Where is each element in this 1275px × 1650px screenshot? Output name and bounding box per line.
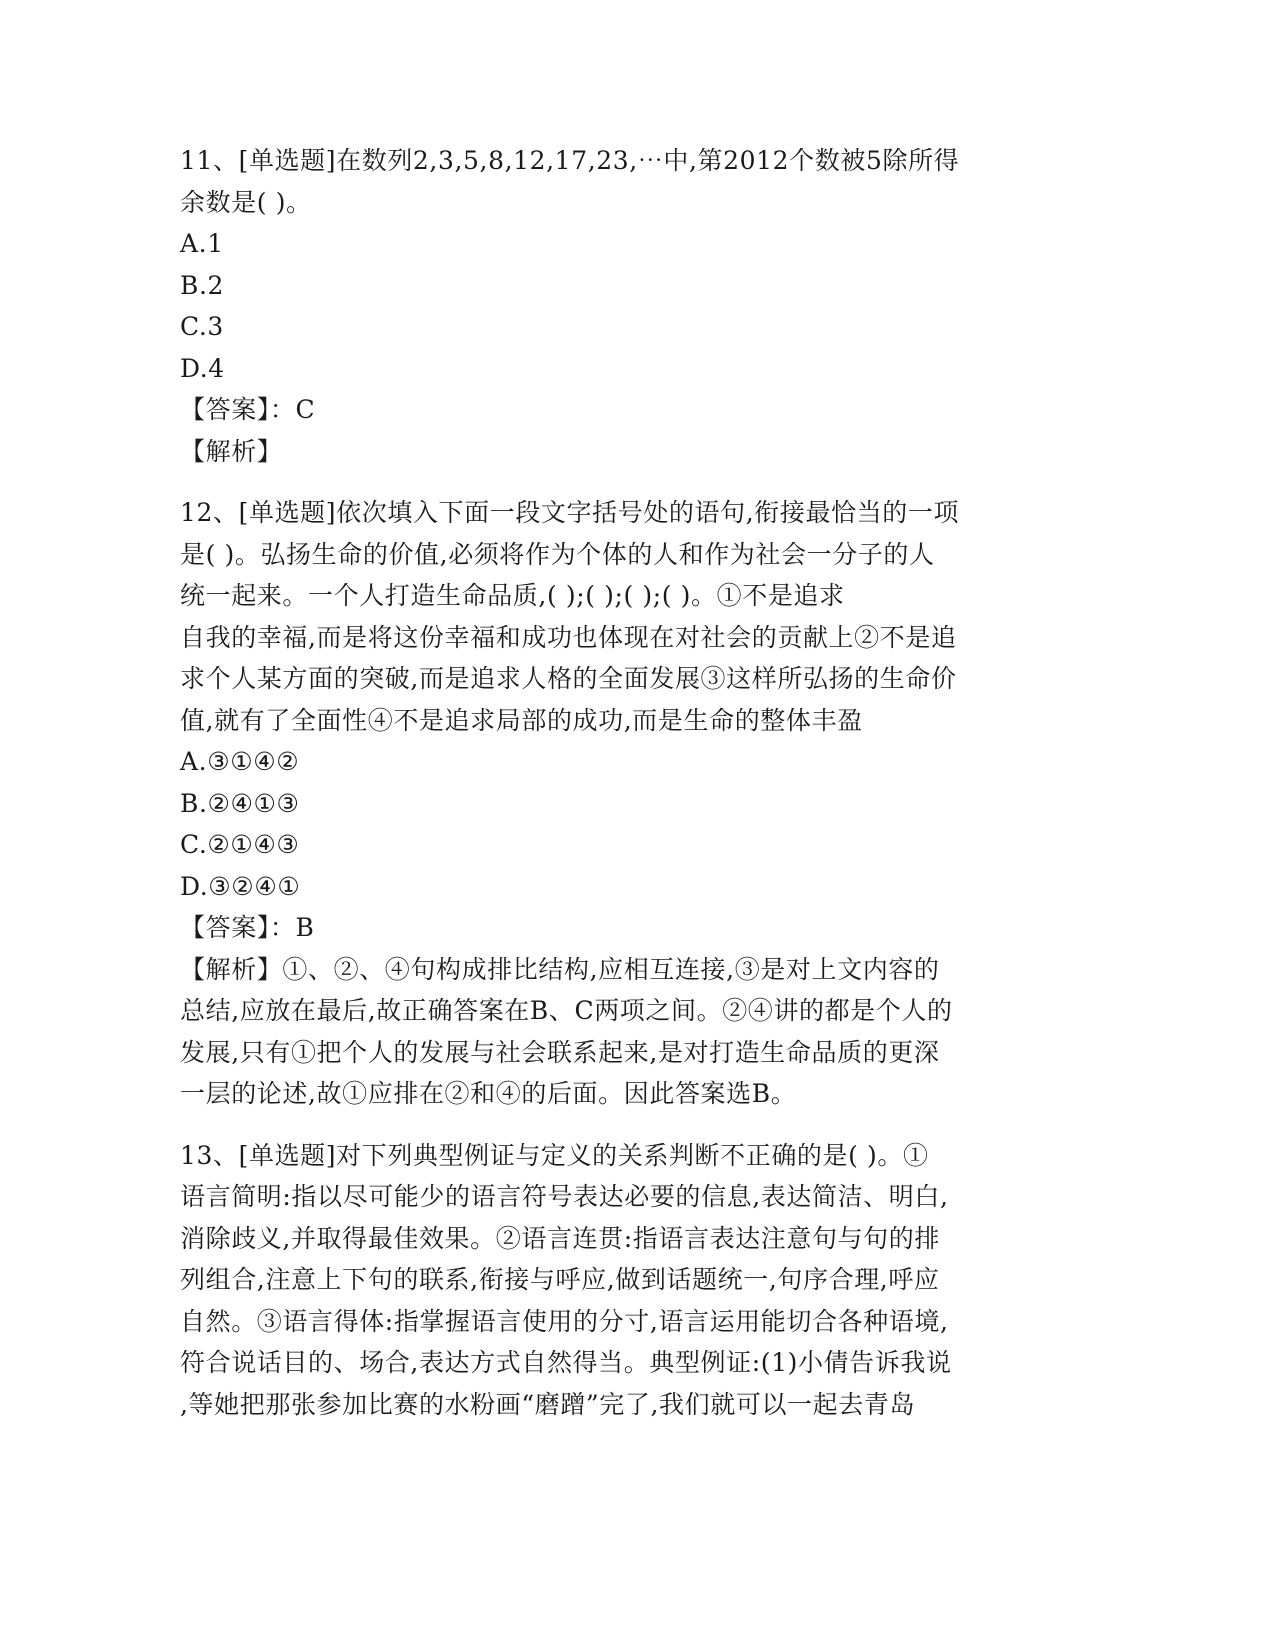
analysis-line: 一层的论述,故①应排在②和④的后面。因此答案选B。 [180,1079,797,1108]
option-b: B.②④①③ [180,788,300,818]
question-stem-line: 消除歧义,并取得最佳效果。②语言连贯:指语言表达注意句与句的排 [180,1223,940,1253]
question-13 [180,1135,1030,1426]
question-stem-line: 符合说话目的、场合,表达方式自然得当。典型例证:(1)小倩告诉我说 [180,1348,952,1377]
question-stem-line: 语言简明:指以尽可能少的语言符号表达必要的信息,表达简洁、明白, [180,1182,949,1211]
option-d: D.③②④① [180,871,301,901]
option-a: A.③①④② [180,747,300,776]
question-stem-line: 值,就有了全面性④不是追求局部的成功,而是生命的整体丰盈 [180,705,863,735]
question-11 [180,140,1030,472]
question-stem-line: ,等她把那张参加比赛的水粉画“磨蹭”完了,我们就可以一起去青岛 [180,1389,916,1419]
question-stem-line: 是( )。弘扬生命的价值,必须将作为个体的人和作为社会一分子的人 [180,539,935,569]
analysis-line: 发展,只有①把个人的发展与社会联系起来,是对打造生命品质的更深 [180,1037,940,1067]
option-d: D.4 [180,353,225,383]
document-page [180,140,1030,1445]
answer-line: 【答案】：B [180,913,315,942]
question-stem-line: 列组合,注意上下句的联系,衔接与呼应,做到话题统一,句序合理,呼应 [180,1265,940,1294]
question-stem-line: 自我的幸福,而是将这份幸福和成功也体现在对社会的贡献上②不是追 [180,622,957,652]
question-stem-line: 余数是( )。 [180,187,312,217]
option-a: A.1 [180,229,224,258]
option-c: C.3 [180,312,224,341]
question-stem-line: 11、[单选题]在数列2,3,5,8,12,17,23,⋯中,第2012个数被5除所得 [180,146,960,175]
question-stem-line: 统一起来。一个人打造生命品质,( );( );( );( )。①不是追求 [180,581,845,610]
question-stem-line: 12、[单选题]依次填入下面一段文字括号处的语句,衔接最恰当的一项 [180,498,960,527]
question-stem-line: 13、[单选题]对下列典型例证与定义的关系判断不正确的是( )。① [180,1140,929,1170]
question-stem-line: 求个人某方面的突破,而是追求人格的全面发展③这样所弘扬的生命价 [180,664,957,693]
analysis-line: 总结,应放在最后,故正确答案在B、C两项之间。②④讲的都是个人的 [180,996,953,1025]
analysis-line: 【解析】 [180,436,283,466]
question-12 [180,492,1030,1115]
option-b: B.2 [180,270,225,300]
question-stem-line: 自然。③语言得体:指掌握语言使用的分寸,语言运用能切合各种语境, [180,1306,949,1336]
analysis-line: 【解析】①、②、④句构成排比结构,应相互连接,③是对上文内容的 [180,954,940,984]
option-c: C.②①④③ [180,830,300,859]
answer-line: 【答案】：C [180,395,316,424]
